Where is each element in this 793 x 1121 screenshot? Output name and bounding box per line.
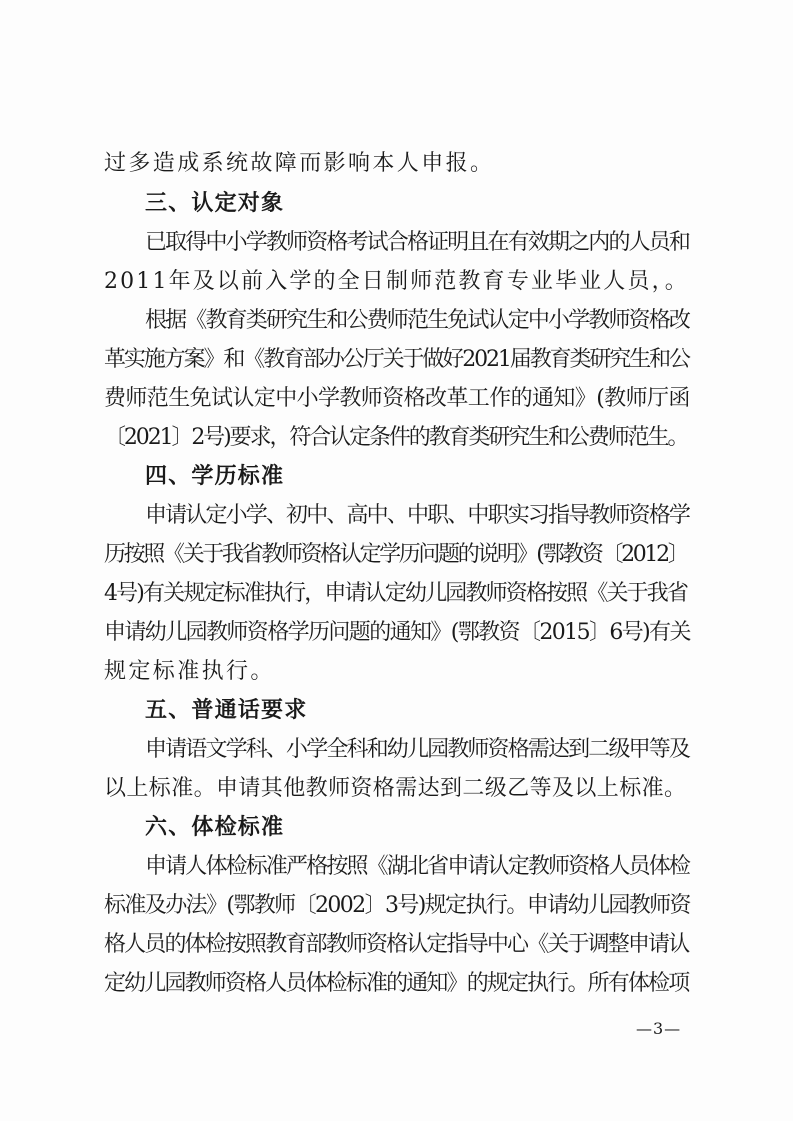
- paragraph-line: 以上标准。申请其他教师资格需达到二级乙等及以上标准。: [104, 776, 687, 801]
- paragraph-line: 2011年及以前入学的全日制师范教育专业毕业人员，。: [104, 269, 689, 294]
- page-number: —3—: [636, 1019, 682, 1038]
- paragraph-line: 费师范生免试认定中小学教师资格改革工作的通知》(教师厅函: [104, 386, 690, 411]
- paragraph-line: 格人员的体检按照教育部教师资格认定指导中心《关于调整申请认: [104, 932, 689, 957]
- section-heading-four: 四、学历标准: [145, 464, 285, 489]
- paragraph-line: 申请语文学科、小学全科和幼儿园教师资格需达到二级甲等及: [145, 737, 690, 762]
- paragraph-line: 过多造成系统故障而影响本人申报。: [104, 151, 495, 176]
- section-heading-six: 六、体检标准: [145, 815, 285, 840]
- paragraph-line: 申请人体检标准严格按照《湖北省申请认定教师资格人员体检: [145, 854, 690, 879]
- paragraph-line: 4号)有关规定标准执行，申请认定幼儿园教师资格按照《关于我省: [104, 581, 688, 606]
- paragraph-line: 〔2021〕2号)要求，符合认定条件的教育类研究生和公费师范生。: [104, 425, 688, 450]
- paragraph-line: 标准及办法》(鄂教师〔2002〕3号)规定执行。申请幼儿园教师资: [104, 893, 690, 918]
- paragraph-line: 申请认定小学、初中、高中、中职、中职实习指导教师资格学: [145, 503, 690, 528]
- section-heading-three: 三、认定对象: [145, 191, 285, 216]
- paragraph-line: 规定标准执行。: [104, 659, 275, 684]
- paragraph-line: 历按照《关于我省教师资格认定学历问题的说明》(鄂教资〔2012〕: [104, 542, 688, 567]
- paragraph-line: 定幼儿园教师资格人员体检标准的通知》的规定执行。所有体检项: [104, 971, 689, 996]
- section-heading-five: 五、普通话要求: [145, 698, 308, 723]
- paragraph-line: 已取得中小学教师资格考试合格证明且在有效期之内的人员和: [145, 230, 690, 255]
- paragraph-line: 申请幼儿园教师资格学历问题的通知》(鄂教资〔2015〕6号)有关: [104, 620, 690, 645]
- paragraph-line: 革实施方案》和《教育部办公厅关于做好2021届教育类研究生和公: [104, 347, 689, 372]
- paragraph-line: 根据《教育类研究生和公费师范生免试认定中小学教师资格改: [145, 308, 690, 333]
